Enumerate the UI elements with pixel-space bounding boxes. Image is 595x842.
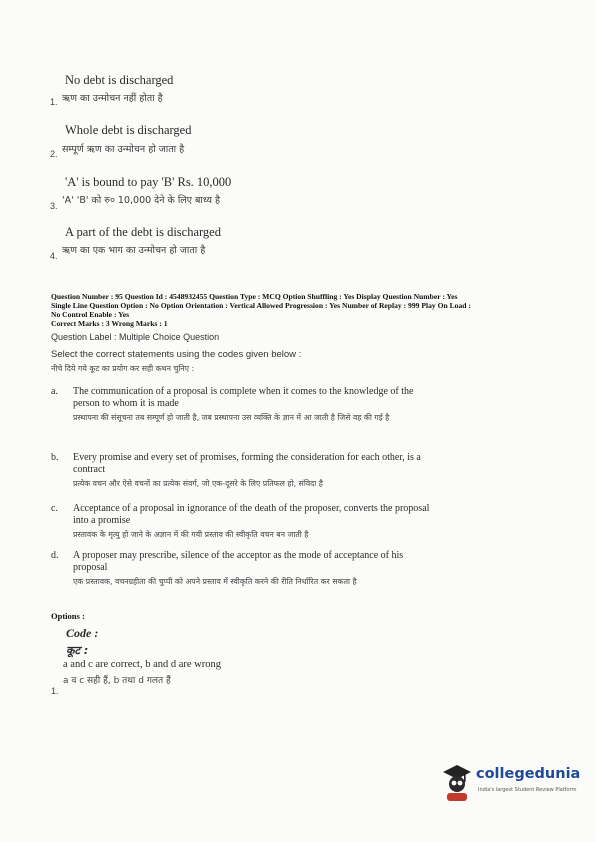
question-label: Question Label : Multiple Choice Question [51,332,220,342]
logo-tagline: India's largest Student Review Platform [478,787,577,793]
prev-option-2-num: 2. [50,149,58,159]
statement-text-en: Acceptance of a proposal in ignorance of the death of the proposer, converts the proposal into a promise [73,503,430,526]
prev-option-4-num: 4. [50,251,58,261]
options-heading: Options : [51,611,85,621]
statement-letter: a. [51,386,58,397]
graduate-icon [440,762,474,802]
logo-brand: collegedunia [476,766,581,782]
meta-line-3: No Control Enable : Yes [51,310,130,319]
prev-option-1-en: No debt is discharged [65,73,174,87]
prev-option-3-en: 'A' is bound to pay 'B' Rs. 10,000 [65,175,232,189]
statement-text-en: Every promise and every set of promises, forming the consideration for each other, is a contract [73,452,421,475]
statement-text-hi: एक प्रस्तावक, वचनग्रहीता की चुप्पी को अपने प्रस्ताव में स्वीकृति करने की रीति निर्धारित कर सकता है [73,577,357,586]
prev-option-3-hi: 'A' 'B' को रु० 10,000 देने के लिए बाध्य है [62,195,221,206]
option-1-text-en: a and c are correct, b and d are wrong [63,659,221,670]
meta-line-1: Question Number : 95 Question Id : 4548932455 Question Type : MCQ Option Shuffling : Yes Display Question Number : Yes [51,292,458,301]
statement-text-en: A proposer may prescribe, silence of the acceptor as the mode of acceptance of his proposal [73,550,404,573]
collegedunia-logo [440,762,580,804]
marks: Correct Marks : 3 Wrong Marks : 1 [51,319,168,328]
code-label-en: Code : [66,626,99,640]
statement-letter: d. [51,550,59,561]
prev-option-1-hi: ऋण का उन्मोचन नहीं होता है [62,93,163,104]
prev-option-4-hi: ऋण का एक भाग का उन्मोचन हो जाता है [62,245,206,256]
prev-option-2-en: Whole debt is discharged [65,123,192,137]
question-meta [51,292,551,328]
prev-option-3-num: 3. [50,201,58,211]
prev-option-2-hi: सम्पूर्ण ऋण का उन्मोचन हो जाता है [62,144,185,155]
option-1-num: 1. [51,686,59,696]
option-1-text-hi: a व c सही हैं, b तथा d गलत हैं [63,676,171,686]
statement-letter: c. [51,503,58,514]
prev-option-1-num: 1. [50,97,58,107]
meta-line-2: Single Line Question Option : No Option Orientation : Vertical Allowed Progression : Yes Number of Replay : 999 Play On Load : [51,301,471,310]
statement-text-en: The communication of a proposal is complete when it comes to the knowledge of the person to whom it is made [73,386,414,409]
question-text-hi: नीचे दिये गये कूट का प्रयोग कर सही कथन चुनिए : [51,364,195,373]
question-text-en: Select the correct statements using the codes given below : [51,349,302,360]
statement-text-hi: प्रस्तावक के मृत्यु हो जाने के अज्ञान में की गयी प्रस्ताव की स्वीकृति वचन बन जाती है [73,530,309,539]
statement-text-hi: प्रस्थापना की संसूचना तब सम्पूर्ण हो जाती है, जब प्रस्थापना उस व्यक्ति के ज्ञान में आ जाती है जिसे वह की गई है [73,413,390,422]
prev-option-4-en: A part of the debt is discharged [65,225,221,239]
statement-letter: b. [51,452,59,463]
code-label-hi: कूट : [66,644,89,657]
statement-text-hi: प्रत्येक वचन और ऐसे वचनों का प्रत्येक संवर्ग, जो एक-दूसरे के लिए प्रतिफल हो, संविदा है [73,479,323,488]
